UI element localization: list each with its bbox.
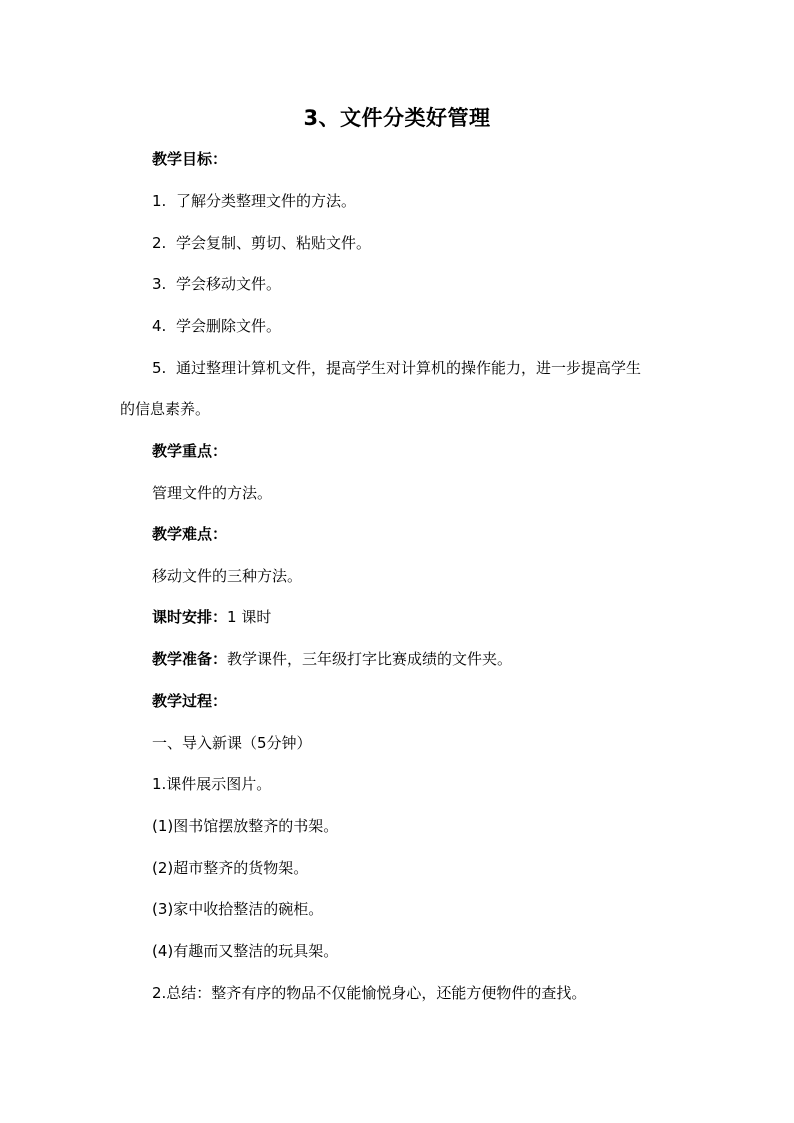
document-title: 3、文件分类好管理 <box>303 106 491 130</box>
objective-item-2 <box>152 232 371 254</box>
step-1: 1.课件展示图片。 <box>152 775 272 793</box>
preparation-value: 教学课件，三年级打字比赛成绩的文件夹。 <box>227 650 513 668</box>
objective-text: 学会移动文件。 <box>176 275 282 293</box>
step-2: 2.总结：整齐有序的物品不仅能愉悦身心，还能方便物件的查找。 <box>152 984 587 1002</box>
key-point-text: 管理文件的方法。 <box>152 484 273 502</box>
objective-number: 2. <box>152 234 167 252</box>
objective-item-5 <box>152 357 641 379</box>
objectives-heading: 教学目标： <box>152 150 228 168</box>
objective-5-continuation: 的信息素养。 <box>120 400 211 418</box>
image-item-3: (3)家中收拾整洁的碗柜。 <box>152 900 324 918</box>
image-item-2: (2)超市整齐的货物架。 <box>152 859 309 877</box>
objective-text: 学会复制、剪切、粘贴文件。 <box>176 234 372 252</box>
objective-text: 学会删除文件。 <box>176 317 282 335</box>
objective-text: 通过整理计算机文件，提高学生对计算机的操作能力，进一步提高学生 <box>176 359 642 377</box>
difficulty-heading: 教学难点： <box>152 525 228 543</box>
objective-item-4 <box>152 315 281 337</box>
objective-number: 1. <box>152 192 167 210</box>
preparation-line <box>152 648 512 670</box>
objective-item-3 <box>152 273 281 295</box>
schedule-label: 课时安排： <box>152 608 228 626</box>
objective-item-1 <box>152 190 356 212</box>
difficulty-text: 移动文件的三种方法。 <box>152 567 303 585</box>
objective-text: 了解分类整理文件的方法。 <box>176 192 357 210</box>
section-heading-1: 一、导入新课（5分钟） <box>152 734 312 752</box>
image-item-4: (4)有趣而又整洁的玩具架。 <box>152 942 339 960</box>
objective-number: 3. <box>152 275 167 293</box>
schedule-value: 1 课时 <box>227 608 272 626</box>
objective-number: 5. <box>152 359 167 377</box>
preparation-label: 教学准备： <box>152 650 228 668</box>
objective-number: 4. <box>152 317 167 335</box>
image-item-1: (1)图书馆摆放整齐的书架。 <box>152 817 339 835</box>
key-point-heading: 教学重点： <box>152 442 228 460</box>
schedule-line <box>152 606 271 628</box>
process-heading: 教学过程： <box>152 692 228 710</box>
